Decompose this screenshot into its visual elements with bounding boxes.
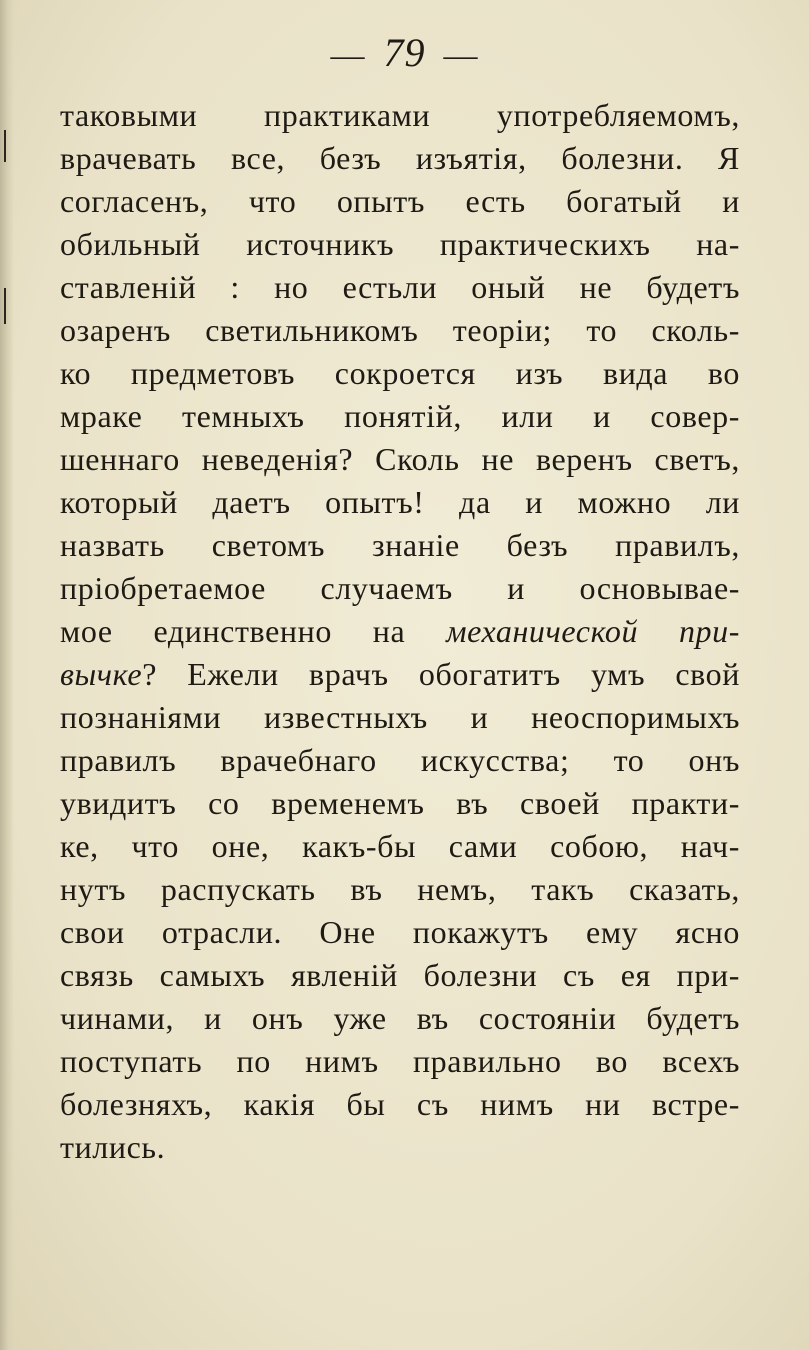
text-line: увидитъ со временемъ въ своей практи- (60, 785, 740, 821)
text-line: ке, что оне, какъ-бы сами собою, нач- (60, 828, 740, 864)
header-dash-left: — (330, 37, 366, 74)
text-fragment: ? Ежели врачъ обогатитъ умъ свой (142, 656, 740, 692)
text-line: чинами, и онъ уже въ состояніи будетъ (60, 1000, 740, 1036)
text-line: болезняхъ, какія бы съ нимъ ни встре- (60, 1086, 740, 1122)
text-line: нутъ распускать въ немъ, такъ сказать, (60, 871, 740, 907)
text-fragment: мое единственно на (60, 613, 447, 649)
page-number: 79 (383, 30, 426, 75)
text-line: назвать светомъ знаніе безъ правилъ, (60, 527, 740, 563)
header-dash-right: — (443, 37, 479, 74)
text-line: который даетъ опытъ! да и можно ли (60, 484, 740, 520)
text-line: пріобретаемое случаемъ и основывае- (60, 570, 740, 606)
text-line: врачевать все, безъ изъятія, болезни. Я (60, 140, 740, 176)
text-line: таковыми практиками употребляемомъ, (60, 97, 740, 133)
text-line: свои отрасли. Оне покажутъ ему ясно (60, 914, 740, 950)
page-binding-edge (0, 0, 14, 1350)
italic-fragment: вычке (60, 656, 143, 692)
text-line: тились. (60, 1129, 166, 1165)
italic-fragment: механической при- (446, 613, 741, 649)
text-line: мраке темныхъ понятій, или и совер- (60, 398, 740, 434)
page-header (0, 28, 809, 81)
text-line: связь самыхъ явленій болезни съ ея при- (60, 957, 740, 993)
body-text (60, 94, 740, 1169)
binding-mark (4, 288, 6, 324)
text-line: шеннаго неведенія? Сколь не веренъ светъ, (60, 441, 740, 477)
text-line-mixed (60, 610, 740, 653)
binding-mark (4, 130, 6, 162)
text-line: согласенъ, что опытъ есть богатый и (60, 183, 740, 219)
text-line: познаніями известныхъ и неоспоримыхъ (60, 699, 740, 735)
text-line: поступать по нимъ правильно во всехъ (60, 1043, 740, 1079)
text-line: правилъ врачебнаго искусства; то онъ (60, 742, 740, 778)
text-line: ко предметовъ сокроется изъ вида во (60, 355, 740, 391)
text-line: обильный источникъ практическихъ на- (60, 226, 740, 262)
text-line: ставленій : но естьли оный не будетъ (60, 269, 740, 305)
text-line-mixed (60, 653, 740, 696)
text-line: озаренъ светильникомъ теоріи; то сколь- (60, 312, 740, 348)
